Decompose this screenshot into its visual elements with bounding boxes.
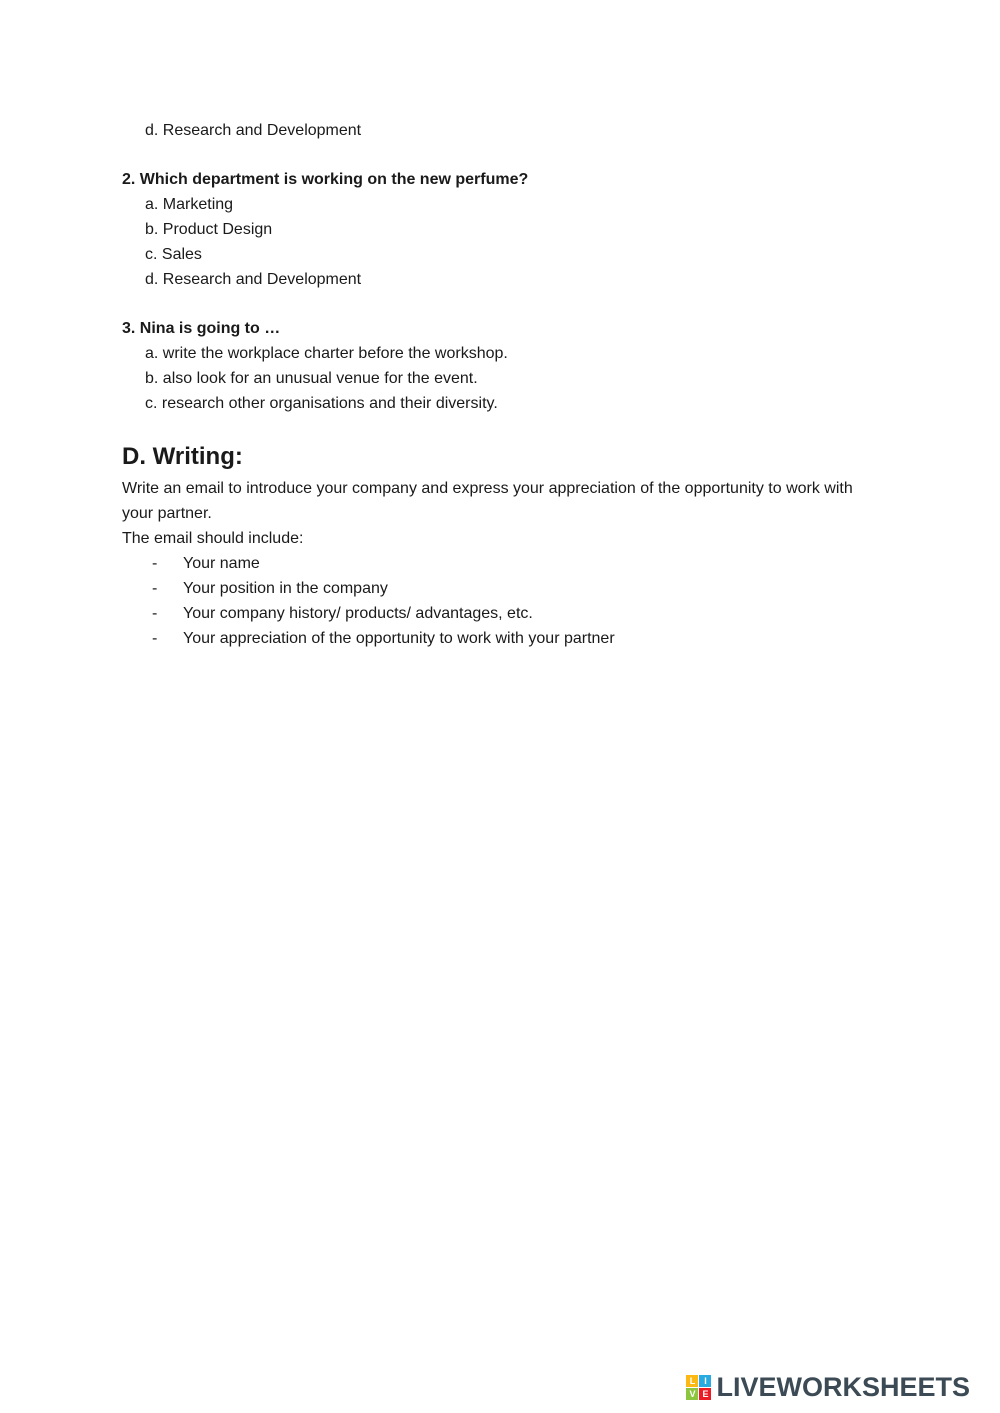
bullet-dash: - — [152, 630, 158, 647]
logo-square-v: V — [686, 1388, 698, 1400]
question-3-option-a: a. write the workplace charter before the workshop. — [145, 345, 508, 362]
question-2 — [122, 167, 920, 292]
question-2-text: 2. Which department is working on the new perfume? — [122, 171, 529, 188]
liveworksheets-footer — [686, 1374, 970, 1401]
bullet-text-appreciation: Your appreciation of the opportunity to work with your partner — [183, 630, 615, 647]
logo-square-i: I — [699, 1375, 711, 1387]
bullet-dash: - — [152, 580, 158, 597]
question-2-option-d: d. Research and Development — [145, 271, 362, 288]
writing-instructions: Write an email to introduce your company and express your appreciation of the opportunity to work with your partner. — [122, 480, 853, 522]
question-2-option-c: c. Sales — [145, 246, 202, 263]
list-item — [122, 576, 920, 601]
question-3-option-c: c. research other organisations and their diversity. — [145, 395, 498, 412]
bullet-dash: - — [152, 555, 158, 572]
question-2-option-b: b. Product Design — [145, 221, 273, 238]
bullet-text-name: Your name — [183, 555, 260, 572]
bullet-dash: - — [152, 605, 158, 622]
question-3 — [122, 316, 920, 416]
question-3-text: 3. Nina is going to … — [122, 320, 281, 337]
list-item — [122, 601, 920, 626]
logo-square-l: L — [686, 1375, 698, 1387]
list-item — [122, 551, 920, 576]
list-item — [122, 626, 920, 651]
liveworksheets-brand-text: LIVEWORKSHEETS — [716, 1372, 970, 1402]
bullet-text-position: Your position in the company — [183, 580, 388, 597]
writing-heading: D. Writing: — [122, 443, 243, 470]
question1-option-d: d. Research and Development — [145, 122, 362, 139]
document-content — [0, 0, 1000, 651]
writing-bullet-list — [122, 551, 920, 651]
question-2-option-a: a. Marketing — [145, 196, 234, 213]
liveworksheets-logo-icon — [686, 1375, 711, 1400]
writing-section — [122, 442, 920, 651]
question-3-option-b: b. also look for an unusual venue for the event. — [145, 370, 478, 387]
writing-include-label: The email should include: — [122, 530, 304, 547]
logo-square-e: E — [699, 1388, 711, 1400]
bullet-text-history: Your company history/ products/ advantages, etc. — [183, 605, 533, 622]
